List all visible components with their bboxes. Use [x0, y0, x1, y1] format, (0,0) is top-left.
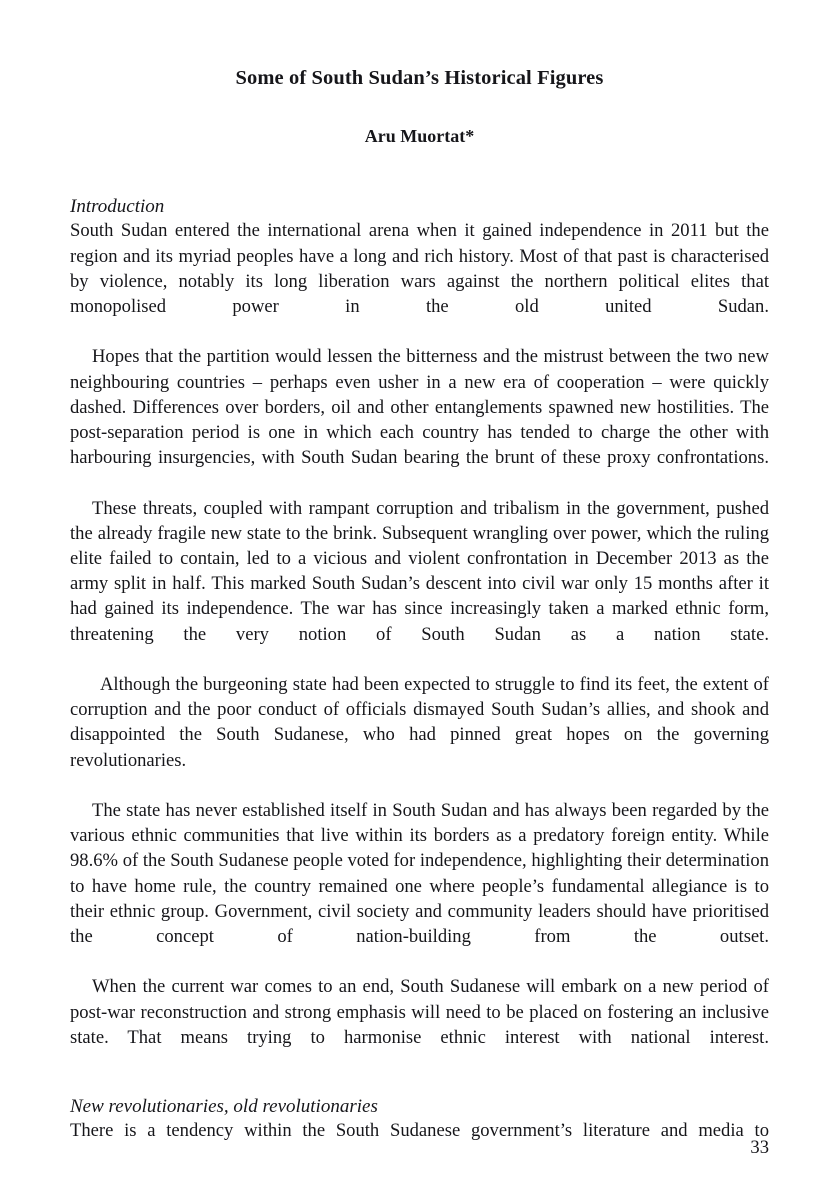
paragraph-5: The state has never established itself in South Sudan and has always been regarded by the various ethnic communities that live within its borders as a predatory foreign entity. While 98.6% of the South Sudanese people voted for independence, highlighting their determination to have home rule, the country remained one where people’s fundamental allegiance is to their ethnic group. Government, civil society and community leaders should have prioritised the concept of nation-building from the outset. — [70, 800, 769, 948]
page-title: Some of South Sudan’s Historical Figures — [235, 67, 604, 89]
page-content — [70, 0, 769, 1169]
section-heading-introduction: Introduction — [70, 196, 165, 218]
page-number: 33 — [750, 1137, 769, 1158]
author-byline: Aru Muortat* — [364, 125, 475, 146]
section-heading-new-revolutionaries: New revolutionaries, old revolutionaries — [70, 1096, 378, 1118]
paragraph-1: South Sudan entered the international arena when it gained independence in 2011 but the region and its myriad peoples have a long and rich history. Most of that past is characterised by violence, notably its long liberation wars against the northern political elites that monopolised power in the old united Sudan. — [70, 220, 769, 317]
paragraph-4: Although the burgeoning state had been expected to struggle to find its feet, the extent of corruption and the poor conduct of officials dismayed South Sudan’s allies, and shook and disappointed the South Sudanese, who had pinned great hopes on the governing revolutionaries. — [70, 674, 769, 771]
paragraph-2: Hopes that the partition would lessen the bitterness and the mistrust between the two new neighbouring countries – perhaps even usher in a new era of cooperation – were quickly dashed. Differences over borders, oil and other entanglements spawned new hostilities. The post-separation period is one in which each country has tended to charge the other with harbouring insurgencies, with South Sudan bearing the brunt of these proxy confrontations. — [70, 346, 769, 469]
paragraph-6: When the current war comes to an end, South Sudanese will embark on a new period of post-war reconstruction and strong emphasis will need to be placed on fostering an inclusive state. That means trying to harmonise ethnic interest with national interest. — [70, 976, 769, 1048]
paragraph-3: These threats, coupled with rampant corruption and tribalism in the government, pushed the already fragile new state to the brink. Subsequent wrangling over power, which the ruling elite failed to contain, led to a vicious and violent confrontation in December 2013 as the army split in half. This marked South Sudan’s descent into civil war only 15 months after it had gained its independence. The war has since increasingly taken a marked ethnic form, threatening the very notion of South Sudan as a nation state. — [70, 497, 769, 645]
paragraph-7: There is a tendency within the South Sudanese government’s literature and media to — [70, 1120, 769, 1142]
